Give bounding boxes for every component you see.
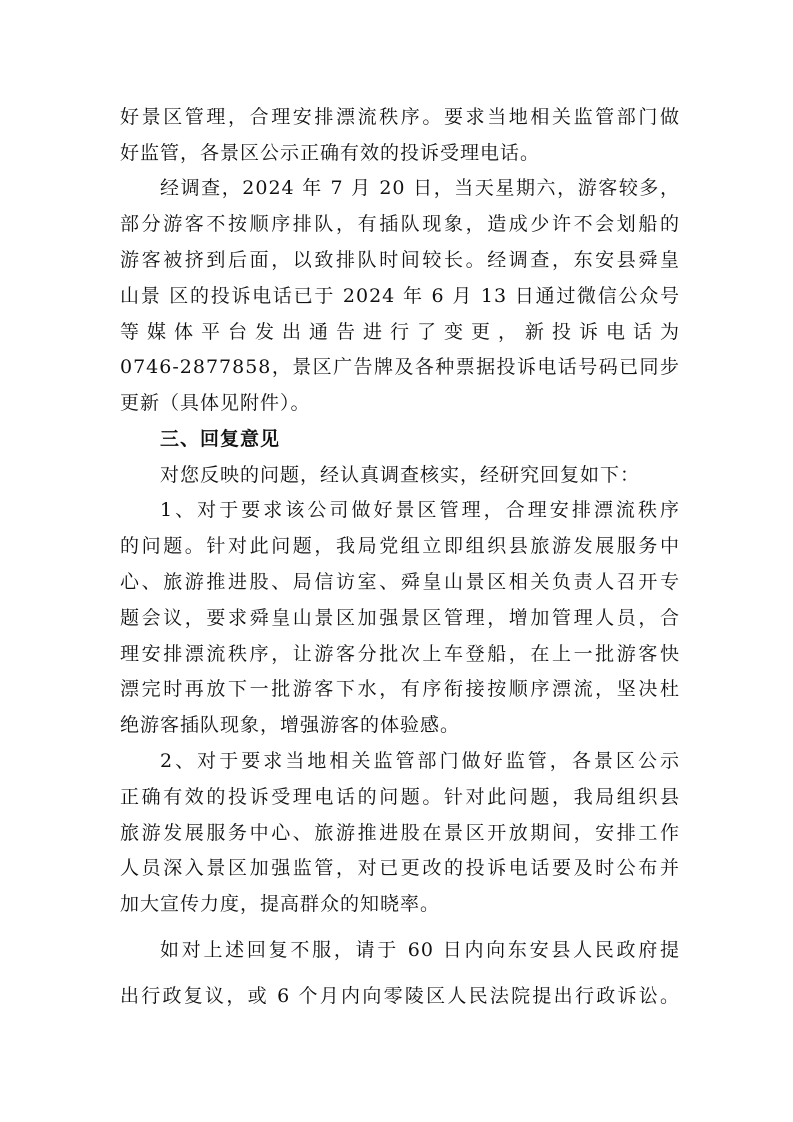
text-line: 更新（具体见附件）。 — [120, 392, 311, 414]
text-line: 题会议，要求舜皇山景区加强景区管理，增加管理人员，合 — [120, 607, 680, 629]
text-line: 正确有效的投诉受理电话的问题。针对此问题，我局组织县 — [120, 786, 680, 808]
text-line: 的问题。针对此问题，我局党组立即组织县旅游发展服务中 — [120, 535, 680, 557]
text-line: 出行政复议，或 6 个月内向零陵区人民法院提出行政诉讼。 — [120, 985, 680, 1007]
text-line: 漂完时再放下一批游客下水，有序衔接按顺序漂流，坚决杜 — [120, 678, 680, 700]
text-line: 绝游客插队现象，增强游客的体验感。 — [120, 714, 461, 736]
section-heading: 三、回复意见 — [160, 428, 281, 450]
text-line: 理安排漂流秩序，让游客分批次上车登船，在上一批游客快 — [120, 643, 680, 665]
text-line: 人员深入景区加强监管，对已更改的投诉电话要及时公布并 — [120, 857, 680, 879]
list-item-2-first-line: 2、对于要求当地相关监管部门做好监管，各景区公示 — [160, 750, 680, 772]
text-line: 等媒体平台发出通告进行了变更，新投诉电话为 — [120, 321, 680, 343]
text-line: 好监管，各景区公示正确有效的投诉受理电话。 — [120, 142, 541, 164]
text-line: 旅游发展服务中心、旅游推进股在景区开放期间，安排工作 — [120, 822, 680, 844]
text-line: 心、旅游推进股、局信访室、舜皇山景区相关负责人召开专 — [120, 571, 680, 593]
text-line: 好景区管理，合理安排漂流秩序。要求当地相关监管部门做 — [120, 106, 680, 128]
text-line: 部分游客不按顺序排队，有插队现象，造成少许不会划船的 — [120, 213, 680, 235]
paragraph-first-line: 经调查，2024 年 7 月 20 日，当天星期六，游客较多， — [160, 177, 680, 199]
list-item-1-first-line: 1、对于要求该公司做好景区管理，合理安排漂流秩序 — [160, 499, 680, 521]
paragraph-first-line: 如对上述回复不服，请于 60 日内向东安县人民政府提 — [160, 939, 680, 961]
text-line: 0746-2877858，景区广告牌及各种票据投诉电话号码已同步 — [120, 356, 680, 378]
text-line: 山景 区的投诉电话已于 2024 年 6 月 13 日通过微信公众号 — [120, 285, 680, 307]
text-line: 游客被挤到后面，以致排队时间较长。经调查，东安县舜皇 — [120, 249, 680, 271]
paragraph-first-line: 对您反映的问题，经认真调查核实，经研究回复如下： — [160, 464, 641, 486]
text-line: 加大宣传力度，提高群众的知晓率。 — [120, 893, 441, 915]
